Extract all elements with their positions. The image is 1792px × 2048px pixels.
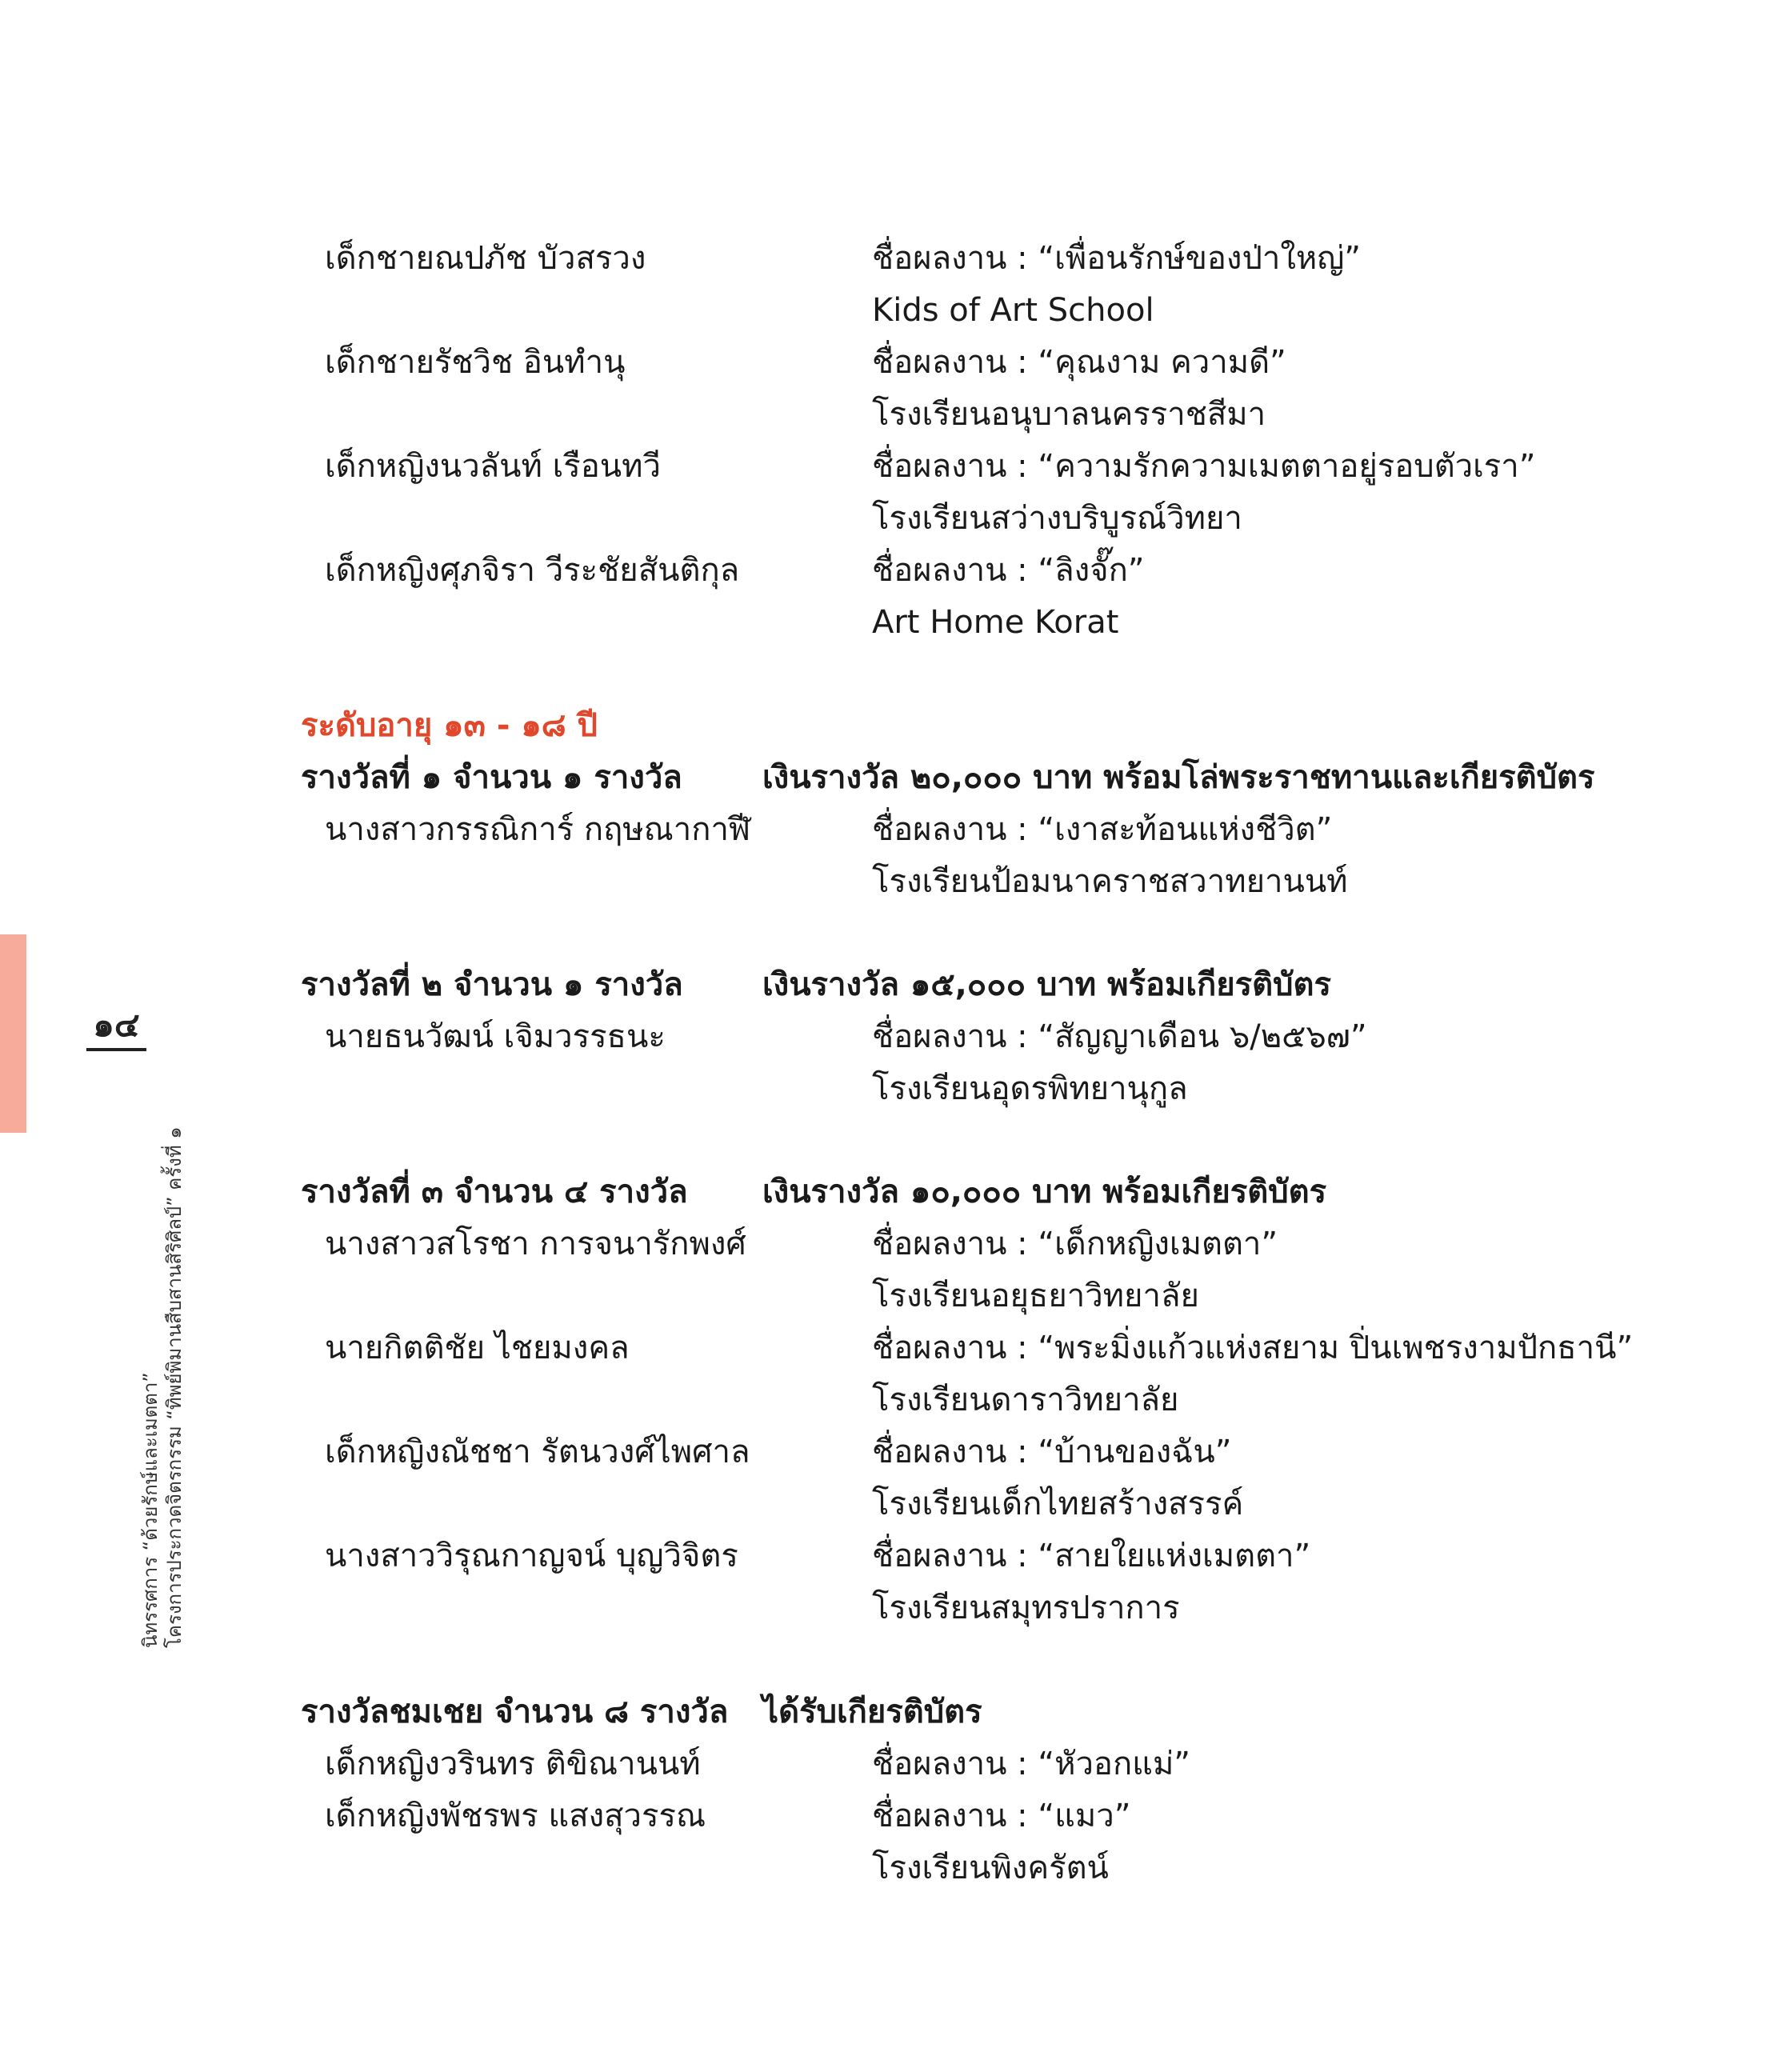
entry-work: ชื่อผลงาน : “แมว” xyxy=(872,1798,1131,1834)
entry-school: โรงเรียนป้อมนาคราชสวาทยานนท์ xyxy=(872,863,1348,900)
entry-name: เด็กหญิงณัชชา รัตนวงศ์ไพศาล xyxy=(325,1434,750,1470)
entry-work: ชื่อผลงาน : “ลิงจั๊ก” xyxy=(872,552,1145,589)
award-title: รางวัลชมเชย จำนวน ๘ รางวัล xyxy=(301,1694,729,1730)
entry-work: ชื่อผลงาน : “สัญญาเดือน ๖/๒๕๖๗” xyxy=(872,1018,1367,1055)
running-head-line1: นิทรรศการ “ด้วยรักษ์และเมตตา” xyxy=(139,1372,162,1648)
entry-school: โรงเรียนสว่างบริบูรณ์วิทยา xyxy=(872,500,1242,537)
entry-name: เด็กชายณปภัช บัวสรวง xyxy=(325,240,646,277)
entry-name: นางสาววิรุณกาญจน์ บุญวิจิตร xyxy=(325,1538,738,1574)
entry-name: นางสาวกรรณิการ์ กฤษณากาฬี xyxy=(325,811,751,848)
award-prize: เงินรางวัล ๒๐,๐๐๐ บาท พร้อมโล่พระราชทานและเกียรติบัตร xyxy=(762,759,1595,796)
entry-school: โรงเรียนอนุบาลนครราชสีมา xyxy=(872,396,1266,433)
entry-work: ชื่อผลงาน : “บ้านของฉัน” xyxy=(872,1434,1232,1470)
entry-school: โรงเรียนดาราวิทยาลัย xyxy=(872,1382,1179,1418)
entry-school: โรงเรียนเด็กไทยสร้างสรรค์ xyxy=(872,1486,1244,1522)
award-prize: เงินรางวัล ๑๐,๐๐๐ บาท พร้อมเกียรติบัตร xyxy=(762,1174,1327,1210)
entry-name: เด็กหญิงพัชรพร แสงสุวรรณ xyxy=(325,1798,706,1834)
entry-name: นายธนวัฒน์ เจิมวรรธนะ xyxy=(325,1018,666,1055)
entry-work: ชื่อผลงาน : “คุณงาม ความดี” xyxy=(872,344,1286,381)
entry-work: ชื่อผลงาน : “พระมิ่งแก้วแห่งสยาม ปิ่นเพชรงามปักธานี” xyxy=(872,1330,1634,1366)
entry-school: โรงเรียนอยุธยาวิทยาลัย xyxy=(872,1278,1199,1314)
entry-school: Art Home Korat xyxy=(872,604,1119,641)
entry-work: ชื่อผลงาน : “ความรักความเมตตาอยู่รอบตัวเรา” xyxy=(872,448,1536,485)
entry-name: นายกิตติชัย ไชยมงคล xyxy=(325,1330,630,1366)
age-group-heading: ระดับอายุ ๑๓ - ๑๘ ปี xyxy=(301,707,598,744)
entry-work: ชื่อผลงาน : “หัวอกแม่” xyxy=(872,1746,1191,1782)
award-prize: เงินรางวัล ๑๕,๐๐๐ บาท พร้อมเกียรติบัตร xyxy=(762,966,1331,1003)
side-tab-marker xyxy=(0,934,26,1133)
entry-name: เด็กหญิงนวลันท์ เรือนทวี xyxy=(325,448,661,485)
award-prize: ได้รับเกียรติบัตร xyxy=(762,1694,982,1730)
entry-school: โรงเรียนอุดรพิทยานุกูล xyxy=(872,1070,1188,1107)
entry-name: เด็กชายรัชวิช อินทำนุ xyxy=(325,344,626,381)
entry-school: โรงเรียนสมุทรปราการ xyxy=(872,1590,1180,1626)
entry-work: ชื่อผลงาน : “สายใยแห่งเมตตา” xyxy=(872,1538,1311,1574)
entry-school: โรงเรียนพิงครัตน์ xyxy=(872,1850,1109,1886)
running-head xyxy=(138,1120,186,1648)
award-title: รางวัลที่ ๑ จำนวน ๑ รางวัล xyxy=(301,759,682,796)
entry-name: เด็กหญิงวรินทร ติขิณานนท์ xyxy=(325,1746,701,1782)
running-head-line2: โครงการประกวดจิตรกรรม “ทิพย์พิมานสืบสานสิริศิลป์” ครั้งที่ ๑ xyxy=(163,1126,186,1648)
page-number: ๑๔ xyxy=(93,1005,140,1044)
entry-name: นางสาวสโรชา การจนารักพงศ์ xyxy=(325,1226,746,1262)
entry-work: ชื่อผลงาน : “เงาสะท้อนแห่งชีวิต” xyxy=(872,811,1333,848)
award-title: รางวัลที่ ๓ จำนวน ๔ รางวัล xyxy=(301,1174,688,1210)
award-title: รางวัลที่ ๒ จำนวน ๑ รางวัล xyxy=(301,966,683,1003)
page-number-rule xyxy=(86,1048,146,1051)
entry-school: Kids of Art School xyxy=(872,292,1154,329)
entry-work: ชื่อผลงาน : “เพื่อนรักษ์ของป่าใหญ่” xyxy=(872,240,1362,277)
entry-work: ชื่อผลงาน : “เด็กหญิงเมตตา” xyxy=(872,1226,1278,1262)
entry-name: เด็กหญิงศุภจิรา วีระชัยสันติกุล xyxy=(325,552,740,589)
